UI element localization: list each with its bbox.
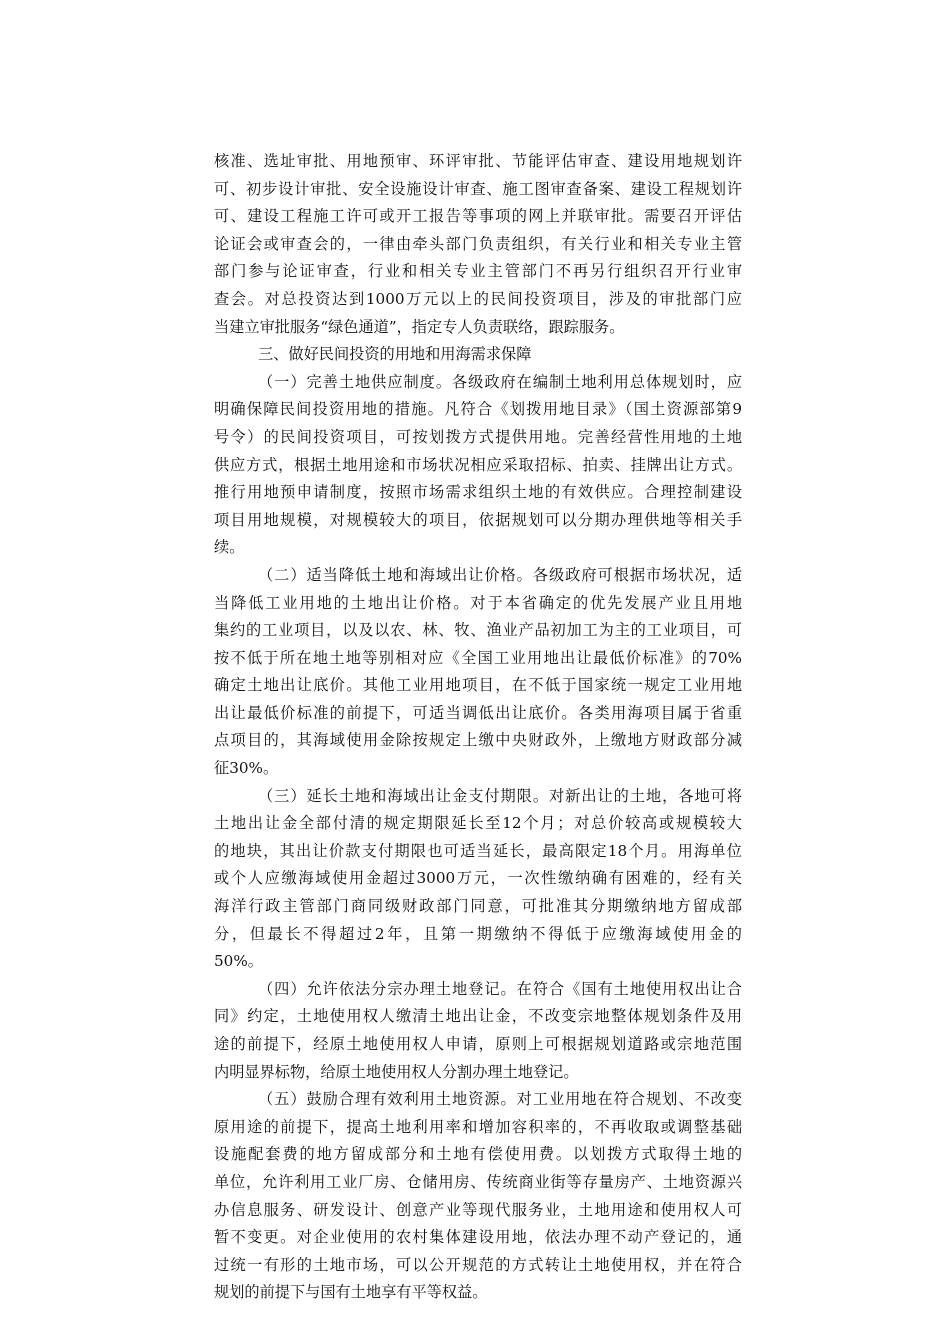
text-line: 分，但最长不得超过2年，且第一期缴纳不得低于应缴海域使用金的: [214, 924, 742, 943]
text-line: 出让最低价标准的前提下，可适当调低出让底价。各类用海项目属于省重: [214, 703, 742, 722]
text-line: 50%。: [214, 952, 263, 971]
text-line: 设施配套费的地方留成部分和土地有偿使用费。以划拨方式取得土地的: [214, 1145, 742, 1164]
text-line: （二）适当降低土地和海域出让价格。各级政府可根据市场状况，适: [258, 565, 742, 584]
text-line: （五）鼓励合理有效利用土地资源。对工业用地在符合规划、不改变: [258, 1090, 742, 1109]
paragraph: [214, 976, 742, 1086]
paragraph: [214, 783, 742, 976]
text-line: 规划的前提下与国有土地享有平等权益。: [214, 1283, 488, 1302]
text-line: （一）完善土地供应制度。各级政府在编制土地利用总体规划时，应: [258, 372, 742, 391]
text-line: 当建立审批服务“绿色通道”，指定专人负责联络，跟踪服务。: [214, 317, 625, 336]
text-line: 论证会或审查会的，一律由牵头部门负责组织，有关行业和相关专业主管: [214, 234, 742, 253]
text-line: 海洋行政主管部门商同级财政部门同意，可批准其分期缴纳地方留成部: [214, 897, 742, 916]
text-line: 确定土地出让底价。其他工业用地项目，在不低于国家统一规定工业用地: [214, 676, 742, 695]
paragraph: [214, 369, 742, 562]
text-line: 内明显界标物，给原土地使用权人分割办理土地登记。: [214, 1062, 579, 1081]
text-line: 点项目的，其海域使用金除按规定上缴中央财政外，上缴地方财政部分减: [214, 731, 742, 750]
text-line: 办信息服务、研发设计、创意产业等现代服务业，土地用途和使用权人可: [214, 1200, 742, 1219]
paragraph: [214, 148, 742, 341]
text-line: 查会。对总投资达到1000万元以上的民间投资项目，涉及的审批部门应: [214, 289, 742, 308]
text-line: 三、做好民间投资的用地和用海需求保障: [258, 345, 532, 364]
text-line: 土地出让金全部付清的规定期限延长至12个月；对总价较高或规模较大: [214, 814, 742, 833]
text-line: 同》约定，土地使用权人缴清土地出让金，不改变宗地整体规划条件及用: [214, 1007, 742, 1026]
text-line: 征30%。: [214, 759, 279, 778]
text-line: 的地块，其出让价款支付期限也可适当延长，最高限定18个月。用海单位: [214, 841, 742, 860]
text-line: 推行用地预申请制度，按照市场需求组织土地的有效供应。合理控制建设: [214, 483, 742, 502]
paragraph: [214, 562, 742, 783]
text-line: 过统一有形的土地市场，可以公开规范的方式转让土地使用权，并在符合: [214, 1255, 742, 1274]
document-page: [214, 148, 742, 1307]
text-line: 单位，允许利用工业厂房、仓储用房、传统商业街等存量房产、土地资源兴: [214, 1172, 742, 1191]
text-line: 暂不变更。对企业使用的农村集体建设用地，依法办理不动产登记的，通: [214, 1228, 742, 1247]
text-line: 途的前提下，经原土地使用权人申请，原则上可根据规划道路或宗地范围: [214, 1035, 742, 1053]
text-line: 项目用地规模，对规模较大的项目，依据规划可以分期办理供地等相关手: [214, 510, 742, 529]
text-line: 当降低工业用地的土地出让价格。对于本省确定的优先发展产业且用地: [214, 593, 742, 612]
text-line: 可、初步设计审批、安全设施设计审查、施工图审查备案、建设工程规划许: [214, 179, 742, 198]
text-line: 集约的工业项目，以及以农、林、牧、渔业产品初加工为主的工业项目，可: [214, 621, 742, 640]
paragraph: [214, 1086, 742, 1307]
text-line: 续。: [214, 538, 245, 557]
text-line: （四）允许依法分宗办理土地登记。在符合《国有土地使用权出让合: [258, 979, 742, 998]
section-heading: [214, 341, 742, 369]
text-line: 原用途的前提下，提高土地利用率和增加容积率的，不再收取或调整基础: [214, 1117, 742, 1136]
text-line: 可、建设工程施工许可或开工报告等事项的网上并联审批。需要召开评估: [214, 207, 742, 226]
text-line: 部门参与论证审查，行业和相关专业主管部门不再另行组织召开行业审: [214, 262, 742, 281]
text-line: 或个人应缴海域使用金超过3000万元，一次性缴纳确有困难的，经有关: [214, 869, 742, 888]
text-line: 号令）的民间投资项目，可按划拨方式提供用地。完善经营性用地的土地: [214, 427, 742, 446]
text-line: 核准、选址审批、用地预审、环评审批、节能评估审查、建设用地规划许: [214, 152, 742, 170]
text-line: 供应方式，根据土地用途和市场状况相应采取招标、拍卖、挂牌出让方式。: [214, 455, 742, 474]
text-line: （三）延长土地和海域出让金支付期限。对新出让的土地，各地可将: [258, 786, 742, 805]
text-line: 按不低于所在地土地等别相对应《全国工业用地出让最低价标准》的70%: [214, 648, 742, 667]
text-line: 明确保障民间投资用地的措施。凡符合《划拨用地目录》（国土资源部第9: [214, 400, 742, 419]
